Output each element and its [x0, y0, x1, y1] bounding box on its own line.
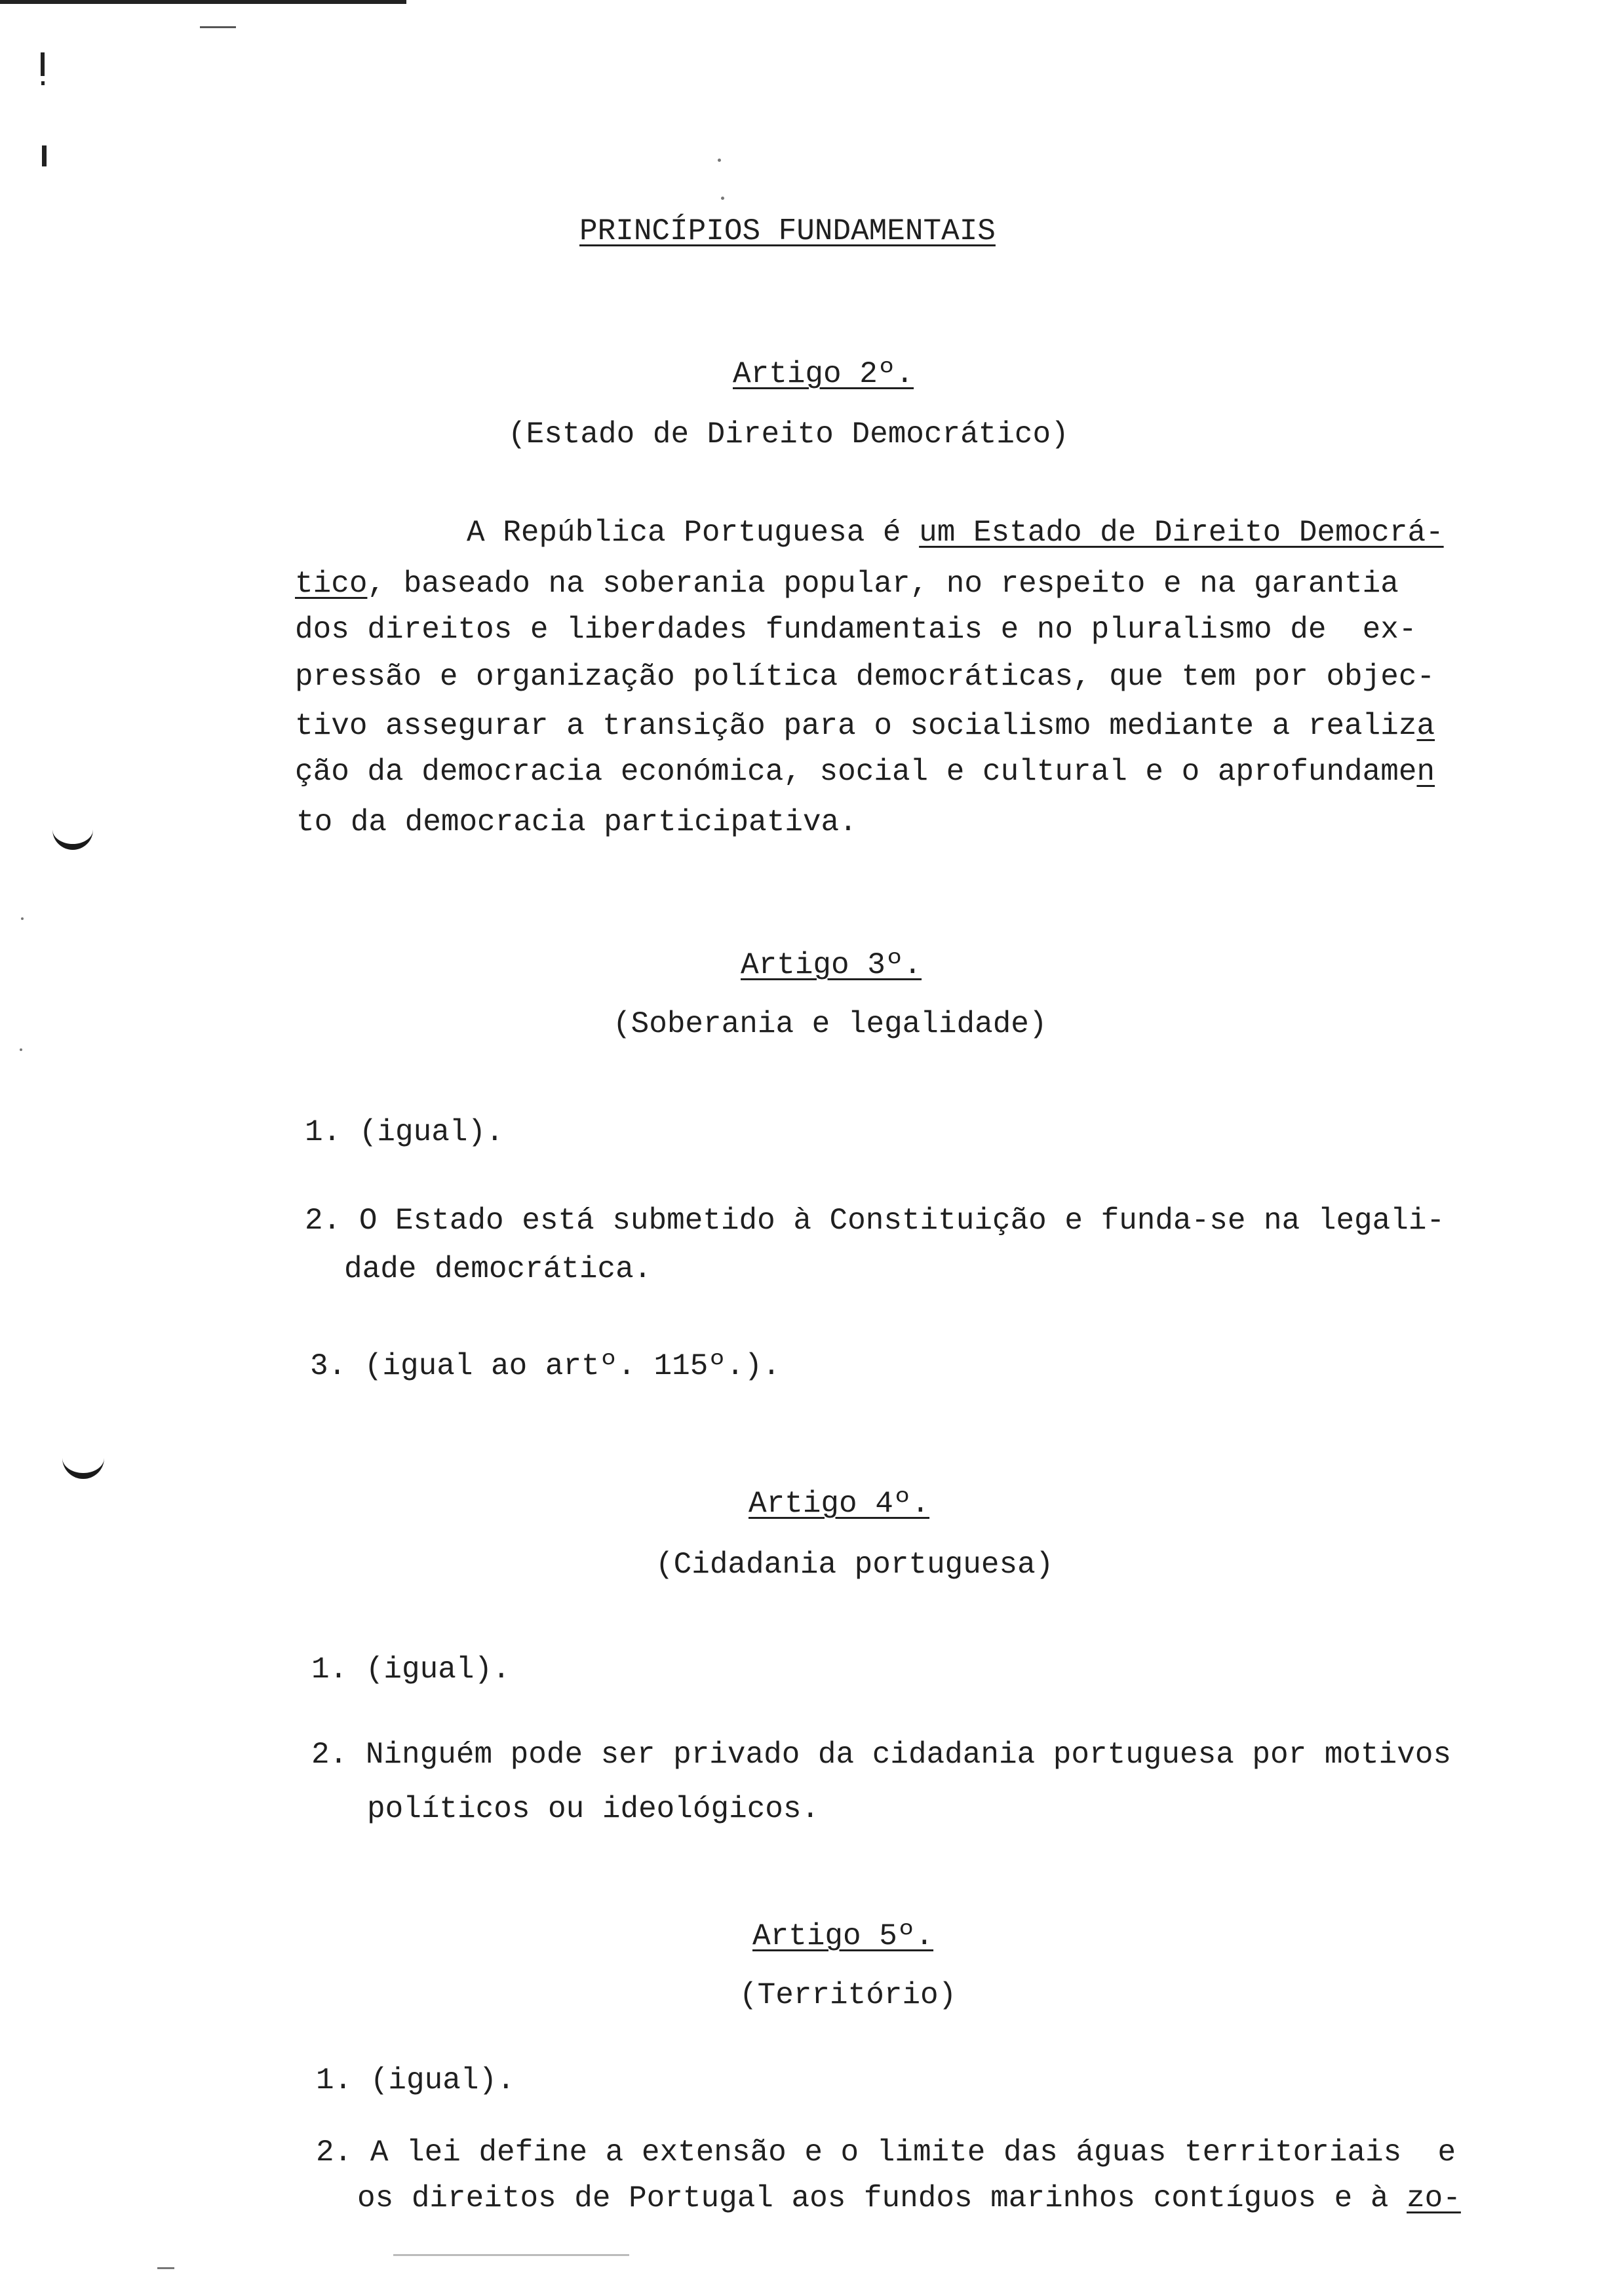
article-3-item: 2. O Estado está submetido à Constituição e funda-se na legali- — [305, 1204, 1445, 1238]
article-3-subtitle: (Soberania e legalidade) — [613, 1007, 1047, 1041]
scan-dot — [21, 917, 24, 920]
article-5-item: 2. A lei define a extensão e o limite das águas territoriais e — [316, 2135, 1456, 2170]
article-2-line: ção da democracia económica, social e cultural e o aprofundamen — [295, 755, 1435, 789]
scan-edge-top — [0, 0, 406, 4]
article-4-subtitle: (Cidadania portuguesa) — [655, 1548, 1054, 1582]
article-3-title: Artigo 3º. — [741, 948, 922, 982]
page-heading: PRINCÍPIOS FUNDAMENTAIS — [579, 214, 996, 248]
article-4-item: 2. Ninguém pode ser privado da cidadania portuguesa por motivos — [311, 1738, 1452, 1772]
scan-mark — [41, 52, 45, 76]
article-4-title: Artigo 4º. — [749, 1487, 930, 1521]
scan-dot — [721, 197, 724, 200]
article-2-line: A República Portuguesa é um Estado de Direito Democrá- — [467, 516, 1444, 550]
article-5-subtitle: (Território) — [739, 1978, 957, 2012]
article-3-item: 3. (igual ao artº. 115º.). — [310, 1349, 781, 1383]
article-5-item: os direitos de Portugal aos fundos marinhos contíguos e à zo- — [357, 2181, 1461, 2215]
article-2-line: to da democracia participativa. — [296, 805, 857, 839]
article-3-item: 1. (igual). — [305, 1115, 504, 1149]
article-2-line: tico, baseado na soberania popular, no respeito e na garantia — [295, 567, 1399, 601]
scan-mark — [41, 81, 45, 85]
scan-dot — [718, 159, 721, 162]
scan-dot — [20, 1048, 22, 1051]
article-2-line: tivo assegurar a transição para o socialismo mediante a realiza — [295, 709, 1435, 743]
article-3-item: dade democrática. — [344, 1252, 652, 1286]
article-5-item: 1. (igual). — [316, 2063, 515, 2097]
punch-hole-mark — [52, 824, 93, 850]
scan-mark — [200, 26, 236, 28]
article-4-item: 1. (igual). — [311, 1653, 511, 1687]
scan-mark — [393, 2254, 629, 2256]
article-4-item: políticos ou ideológicos. — [367, 1792, 820, 1826]
article-2-line: dos direitos e liberdades fundamentais e no pluralismo de ex- — [295, 613, 1417, 647]
article-5-title: Artigo 5º. — [752, 1919, 934, 1953]
article-2-title: Artigo 2º. — [733, 357, 914, 391]
scan-mark — [42, 145, 47, 166]
article-2-line: pressão e organização política democráticas, que tem por objec- — [295, 660, 1435, 694]
article-2-subtitle: (Estado de Direito Democrático) — [508, 417, 1069, 451]
punch-hole-mark — [62, 1453, 104, 1479]
scan-mark — [157, 2267, 174, 2269]
